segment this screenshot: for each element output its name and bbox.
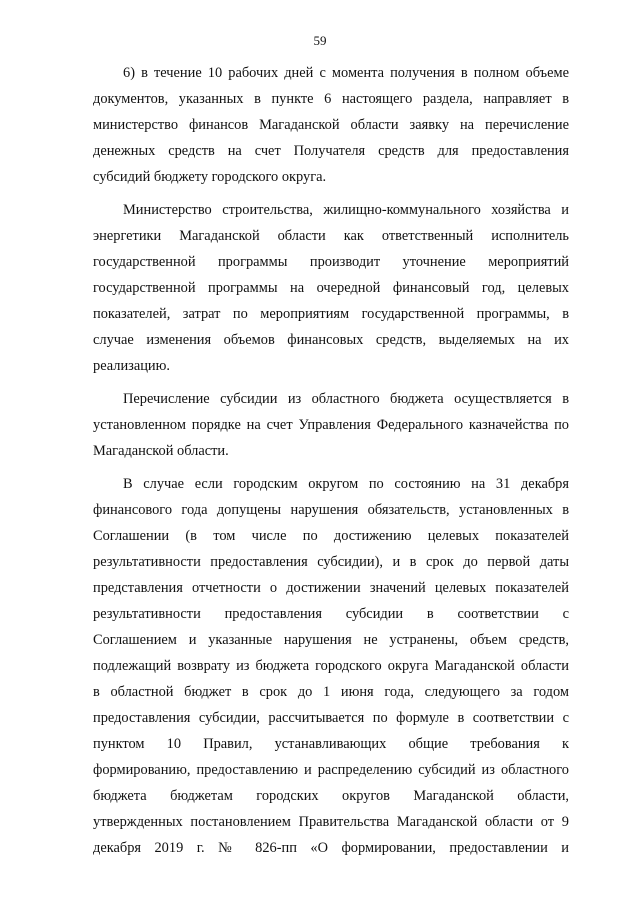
text-line: документов, указанных в пункте 6 настоящего раздела, направляет в — [93, 91, 569, 107]
text-line: субсидий бюджету городского округа. — [93, 169, 327, 185]
text-line: государственной программы производит уточнение мероприятий — [93, 254, 569, 270]
text-line: представления отчетности о достижении значений целевых показателей — [93, 580, 569, 596]
text-line: Соглашении (в том числе по достижению целевых показателей — [93, 528, 569, 544]
text-line: утвержденных постановлением Правительства Магаданской области от 9 — [93, 814, 569, 830]
text-line: финансового года допущены нарушения обязательств, установленных в — [93, 502, 569, 518]
text-line: показателей, затрат по мероприятиям государственной программы, в — [93, 306, 569, 322]
text-line: Соглашением и указанные нарушения не устранены, объем средств, — [93, 632, 569, 648]
text-line: пунктом 10 Правил, устанавливающих общие требования к — [93, 736, 569, 752]
text-line: подлежащий возврату из бюджета городского округа Магаданской области — [93, 658, 569, 674]
text-line: бюджета бюджетам городских округов Магаданской области, — [93, 788, 569, 804]
text-line: энергетики Магаданской области как ответственный исполнитель — [93, 228, 569, 244]
text-line: реализацию. — [93, 358, 170, 374]
text-line: случае изменения объемов финансовых средств, выделяемых на их — [93, 332, 569, 348]
text-line: Магаданской области. — [93, 443, 229, 459]
text-line: результативности предоставления субсидии), и в срок до первой даты — [93, 554, 569, 570]
text-line: результативности предоставления субсидии в соответствии с — [93, 606, 569, 622]
text-line: 6) в течение 10 рабочих дней с момента получения в полном объеме — [123, 65, 569, 81]
text-line: формированию, предоставлению и распределению субсидий из областного — [93, 762, 569, 778]
paragraph-3 — [93, 386, 569, 464]
text-line: министерство финансов Магаданской области заявку на перечисление — [93, 117, 569, 133]
paragraph-2 — [93, 197, 569, 379]
text-line: В случае если городским округом по состоянию на 31 декабря — [123, 476, 569, 492]
text-line: в областной бюджет в срок до 1 июня года, следующего за годом — [93, 684, 569, 700]
text-line: денежных средств на счет Получателя средств для предоставления — [93, 143, 569, 159]
page-number: 59 — [313, 33, 327, 48]
document-body — [93, 60, 569, 868]
paragraph-1 — [93, 60, 569, 190]
text-line: установленном порядке на счет Управления Федерального казначейства по — [93, 417, 569, 433]
text-line: предоставления субсидии, рассчитывается по формуле в соответствии с — [93, 710, 569, 726]
text-line: декабря 2019 г. № 826-пп «О формировании, предоставлении и — [93, 840, 569, 856]
text-line: Министерство строительства, жилищно-коммунального хозяйства и — [123, 202, 569, 218]
text-line: Перечисление субсидии из областного бюджета осуществляется в — [123, 391, 569, 407]
paragraph-4 — [93, 471, 569, 861]
text-line: государственной программы на очередной финансовый год, целевых — [93, 280, 569, 296]
